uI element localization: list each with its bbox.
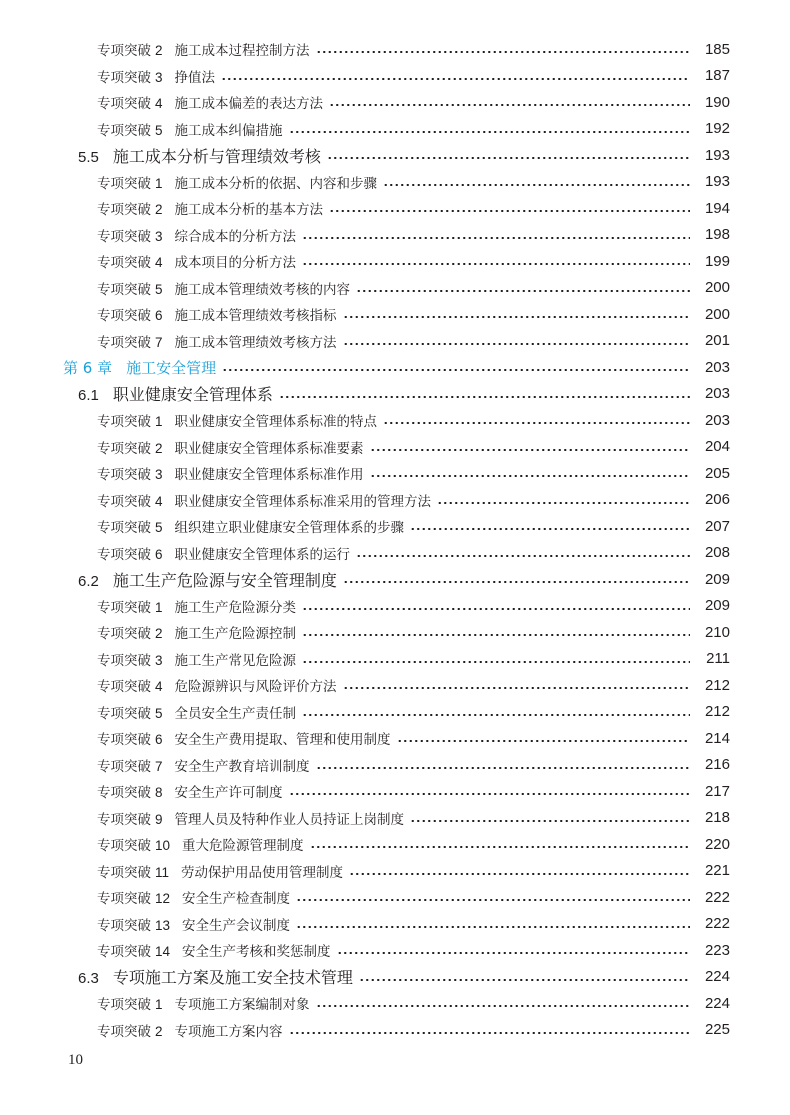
toc-entry-title: 安全生产教育培训制度 bbox=[174, 758, 310, 775]
toc-entry-page: 190 bbox=[704, 93, 730, 111]
dot-leader bbox=[359, 979, 690, 981]
toc-entry-label bbox=[97, 649, 296, 669]
dot-leader bbox=[356, 290, 690, 292]
toc-entry-number: 14 bbox=[155, 944, 171, 960]
dot-leader bbox=[302, 714, 690, 716]
toc-entry-page: 211 bbox=[706, 650, 730, 668]
toc-entry-page: 225 bbox=[704, 1021, 730, 1039]
toc-entry-prefix: 专项突破 bbox=[97, 308, 151, 325]
toc-entry-prefix: 专项突破 bbox=[97, 679, 151, 696]
toc-entry-prefix: 专项突破 bbox=[97, 96, 151, 113]
toc-entry-topic[interactable] bbox=[0, 619, 790, 646]
toc-entry-prefix: 专项突破 bbox=[97, 546, 151, 563]
toc-entry-number: 2 bbox=[155, 626, 163, 642]
dot-leader bbox=[329, 210, 690, 212]
toc-entry-number: 6.1 bbox=[78, 387, 99, 405]
page-number: 10 bbox=[68, 1052, 83, 1068]
toc-entry-page: 192 bbox=[704, 120, 730, 138]
toc-entry-label bbox=[97, 622, 296, 642]
dot-leader bbox=[302, 263, 690, 265]
toc-entry-label bbox=[97, 861, 343, 881]
toc-entry-prefix: 专项突破 bbox=[97, 838, 151, 855]
toc-entry-prefix: 专项突破 bbox=[97, 43, 151, 60]
toc-entry-number: 2 bbox=[155, 1023, 163, 1039]
toc-entry-number: 7 bbox=[155, 334, 163, 350]
toc-entry-label bbox=[97, 1020, 283, 1040]
toc-entry-number: 1 bbox=[155, 997, 163, 1013]
toc-entry-number: 5 bbox=[155, 281, 163, 297]
toc-entry-topic[interactable] bbox=[0, 275, 790, 302]
dot-leader bbox=[302, 661, 690, 663]
toc-entry-label bbox=[97, 781, 283, 801]
toc-entry-number: 3 bbox=[155, 69, 163, 85]
toc-entry-prefix: 专项突破 bbox=[97, 864, 151, 881]
toc-entry-prefix: 专项突破 bbox=[97, 175, 151, 192]
toc-entry-number: 1 bbox=[155, 175, 163, 191]
dot-leader bbox=[327, 157, 690, 159]
dot-leader bbox=[302, 237, 690, 239]
toc-entry-title: 施工成本分析与管理绩效考核 bbox=[112, 146, 321, 166]
toc-entry-number: 6 bbox=[155, 308, 163, 324]
toc-entry-number: 4 bbox=[155, 493, 163, 509]
toc-entry-title: 施工成本过程控制方法 bbox=[174, 43, 310, 60]
toc-entry-label bbox=[97, 940, 331, 960]
dot-leader bbox=[370, 449, 690, 451]
toc-entry-prefix: 专项突破 bbox=[97, 228, 151, 245]
toc-entry-label bbox=[97, 198, 323, 218]
toc-entry-label bbox=[97, 675, 337, 695]
toc-entry-topic[interactable] bbox=[0, 89, 790, 116]
dot-leader bbox=[329, 104, 690, 106]
toc-entry-page: 214 bbox=[704, 729, 730, 747]
toc-entry-title: 职业健康安全管理体系的运行 bbox=[174, 546, 351, 563]
toc-entry-number: 3 bbox=[155, 467, 163, 483]
toc-entry-page: 198 bbox=[704, 226, 730, 244]
toc-entry-topic[interactable] bbox=[0, 752, 790, 779]
toc-entry-prefix: 专项突破 bbox=[97, 467, 151, 484]
toc-entry-label bbox=[97, 172, 377, 192]
toc-entry-number: 6.2 bbox=[78, 572, 99, 590]
toc-entry-prefix: 专项突破 bbox=[97, 811, 151, 828]
toc-entry-number: 5 bbox=[155, 520, 163, 536]
toc-entry-label bbox=[97, 543, 350, 563]
toc-entry-topic[interactable] bbox=[0, 513, 790, 540]
toc-entry-topic[interactable] bbox=[0, 805, 790, 832]
toc-entry-page: 209 bbox=[704, 570, 730, 588]
toc-entry-prefix: 专项突破 bbox=[97, 69, 151, 86]
toc-entry-label bbox=[97, 490, 431, 510]
toc-entry-title: 全员安全生产责任制 bbox=[174, 705, 297, 722]
toc-entry-label bbox=[78, 382, 273, 405]
toc-entry-title: 施工成本管理绩效考核指标 bbox=[174, 308, 337, 325]
toc-entry-title: 重大危险源管理制度 bbox=[182, 838, 304, 855]
toc-entry-number: 4 bbox=[155, 96, 163, 112]
toc-entry-title: 职业健康安全管理体系标准作用 bbox=[174, 467, 364, 484]
dot-leader bbox=[296, 899, 690, 901]
toc-entry-topic[interactable] bbox=[0, 195, 790, 222]
toc-entry-label bbox=[97, 755, 310, 775]
toc-entry-number: 4 bbox=[155, 255, 163, 271]
toc-entry-title: 安全生产费用提取、管理和使用制度 bbox=[174, 732, 391, 749]
toc-entry-title: 职业健康安全管理体系标准要素 bbox=[174, 440, 364, 457]
toc-entry-number: 8 bbox=[155, 785, 163, 801]
toc-entry-title: 挣值法 bbox=[174, 69, 216, 86]
toc-entry-topic[interactable] bbox=[0, 248, 790, 275]
dot-leader bbox=[397, 740, 690, 742]
toc-entry-label bbox=[97, 596, 296, 616]
toc-entry-label bbox=[63, 357, 216, 378]
toc-entry-title: 专项施工方案及施工安全技术管理 bbox=[112, 968, 353, 988]
toc-entry-topic[interactable] bbox=[0, 646, 790, 673]
dot-leader bbox=[302, 634, 690, 636]
toc-entry-number: 10 bbox=[155, 838, 171, 854]
toc-entry-page: 200 bbox=[704, 305, 730, 323]
toc-entry-number: 6.3 bbox=[78, 970, 99, 988]
toc-entry-title: 组织建立职业健康安全管理体系的步骤 bbox=[174, 520, 405, 537]
toc-entry-label bbox=[97, 993, 310, 1013]
dot-leader bbox=[356, 555, 690, 557]
toc-entry-topic[interactable] bbox=[0, 301, 790, 328]
toc-entry-number: 1 bbox=[155, 414, 163, 430]
toc-entry-topic[interactable] bbox=[0, 460, 790, 487]
toc-entry-page: 194 bbox=[704, 199, 730, 217]
toc-entry-page: 207 bbox=[704, 517, 730, 535]
toc-entry-topic[interactable] bbox=[0, 725, 790, 752]
toc-entry-title: 职业健康安全管理体系标准采用的管理方法 bbox=[174, 493, 432, 510]
toc-entry-label bbox=[97, 331, 337, 351]
toc-entry-topic[interactable] bbox=[0, 328, 790, 355]
dot-leader bbox=[383, 184, 690, 186]
toc-entry-number: 7 bbox=[155, 758, 163, 774]
toc-entry-label bbox=[97, 92, 323, 112]
toc-entry-label bbox=[97, 834, 304, 854]
toc-entry-prefix: 专项突破 bbox=[97, 334, 151, 351]
toc-entry-number: 5 bbox=[155, 122, 163, 138]
toc-entry-page: 212 bbox=[704, 703, 730, 721]
toc-entry-number: 1 bbox=[155, 599, 163, 615]
toc-entry-number: 11 bbox=[155, 864, 170, 880]
toc-entry-title: 施工生产危险源控制 bbox=[174, 626, 297, 643]
toc-entry-page: 221 bbox=[704, 862, 730, 880]
toc-entry-label bbox=[78, 965, 353, 988]
toc-entry-title: 危险源辨识与风险评价方法 bbox=[174, 679, 337, 696]
toc-entry-title: 施工成本偏差的表达方法 bbox=[174, 96, 324, 113]
toc-entry-title: 施工成本管理绩效考核的内容 bbox=[174, 281, 351, 298]
toc-entry-prefix: 专项突破 bbox=[97, 758, 151, 775]
toc-entry-page: 199 bbox=[704, 252, 730, 270]
toc-entry-number: 3 bbox=[155, 228, 163, 244]
toc-entry-topic[interactable] bbox=[0, 407, 790, 434]
dot-leader bbox=[343, 687, 690, 689]
toc-entry-prefix: 专项突破 bbox=[97, 785, 151, 802]
toc-entry-prefix: 专项突破 bbox=[97, 997, 151, 1014]
toc-entry-prefix: 专项突破 bbox=[97, 493, 151, 510]
toc-entry-page: 224 bbox=[704, 994, 730, 1012]
toc-entry-prefix: 专项突破 bbox=[97, 891, 151, 908]
toc-entry-label bbox=[97, 702, 296, 722]
dot-leader bbox=[337, 952, 690, 954]
toc-entry-prefix: 专项突破 bbox=[97, 705, 151, 722]
toc-entry-topic[interactable] bbox=[0, 487, 790, 514]
toc-entry-page: 193 bbox=[704, 173, 730, 191]
dot-leader bbox=[410, 528, 690, 530]
toc-entry-page: 222 bbox=[704, 915, 730, 933]
toc-entry-label bbox=[78, 568, 337, 591]
dot-leader bbox=[316, 51, 690, 53]
toc-entry-topic[interactable] bbox=[0, 884, 790, 911]
toc-entry-topic[interactable] bbox=[0, 116, 790, 143]
dot-leader bbox=[343, 316, 690, 318]
toc-entry-prefix: 专项突破 bbox=[97, 440, 151, 457]
dot-leader bbox=[370, 475, 690, 477]
toc-entry-topic[interactable] bbox=[0, 911, 790, 938]
toc-entry-title: 成本项目的分析方法 bbox=[174, 255, 297, 272]
toc-entry-prefix: 专项突破 bbox=[97, 122, 151, 139]
toc-entry-prefix: 专项突破 bbox=[97, 732, 151, 749]
toc-entry-topic[interactable] bbox=[0, 36, 790, 63]
toc-entry-prefix: 专项突破 bbox=[97, 626, 151, 643]
toc-entry-title: 安全生产检查制度 bbox=[182, 891, 291, 908]
toc-entry-page: 209 bbox=[704, 597, 730, 615]
toc-entry-page: 203 bbox=[704, 411, 730, 429]
toc-entry-page: 200 bbox=[704, 279, 730, 297]
dot-leader bbox=[316, 1005, 690, 1007]
dot-leader bbox=[343, 343, 690, 345]
toc-entry-title: 施工成本管理绩效考核方法 bbox=[174, 334, 337, 351]
toc-entry-page: 216 bbox=[704, 756, 730, 774]
toc-entry-page: 222 bbox=[704, 888, 730, 906]
toc-entry-prefix: 专项突破 bbox=[97, 944, 151, 961]
toc-entry-page: 224 bbox=[704, 968, 730, 986]
toc-entry-page: 205 bbox=[704, 464, 730, 482]
toc-entry-title: 施工成本纠偏措施 bbox=[174, 122, 283, 139]
toc-entry-section[interactable] bbox=[0, 566, 790, 593]
toc-entry-title: 管理人员及特种作业人员持证上岗制度 bbox=[174, 811, 405, 828]
toc-entry-page: 203 bbox=[704, 385, 730, 403]
dot-leader bbox=[279, 396, 690, 398]
toc-entry-label bbox=[97, 278, 350, 298]
dot-leader bbox=[343, 581, 690, 583]
toc-entry-topic[interactable] bbox=[0, 540, 790, 567]
dot-leader bbox=[221, 78, 690, 80]
dot-leader bbox=[289, 131, 690, 133]
dot-leader bbox=[222, 369, 690, 371]
toc-entry-prefix: 专项突破 bbox=[97, 255, 151, 272]
toc-entry-page: 206 bbox=[704, 491, 730, 509]
toc-entry-prefix: 专项突破 bbox=[97, 1023, 151, 1040]
toc-entry-title: 专项施工方案编制对象 bbox=[174, 997, 310, 1014]
toc-entry-title: 综合成本的分析方法 bbox=[174, 228, 297, 245]
dot-leader bbox=[310, 846, 690, 848]
toc-entry-title: 施工生产危险源与安全管理制度 bbox=[112, 570, 337, 590]
toc-entry-title: 施工成本分析的基本方法 bbox=[174, 202, 324, 219]
toc-entry-title: 安全生产许可制度 bbox=[174, 785, 283, 802]
toc-entry-label bbox=[78, 144, 321, 167]
toc-entry-page: 203 bbox=[704, 358, 730, 376]
toc-entry-number: 5 bbox=[155, 705, 163, 721]
toc-entry-number: 3 bbox=[155, 652, 163, 668]
toc-entry-label bbox=[97, 410, 377, 430]
toc-entry-title: 劳动保护用品使用管理制度 bbox=[181, 864, 344, 881]
toc-entry-topic[interactable] bbox=[0, 778, 790, 805]
toc-entry-number: 12 bbox=[155, 891, 171, 907]
toc-entry-page: 187 bbox=[704, 67, 730, 85]
toc-entry-label bbox=[97, 251, 296, 271]
toc-entry-prefix: 专项突破 bbox=[97, 520, 151, 537]
toc-entry-label bbox=[97, 39, 310, 59]
toc-entry-title: 安全生产会议制度 bbox=[182, 917, 291, 934]
toc-entry-number: 2 bbox=[155, 440, 163, 456]
toc-entry-label bbox=[97, 304, 337, 324]
toc-entry-page: 210 bbox=[704, 623, 730, 641]
toc-entry-section[interactable] bbox=[0, 381, 790, 408]
toc-entry-topic[interactable] bbox=[0, 222, 790, 249]
dot-leader bbox=[289, 793, 690, 795]
toc-entry-title: 施工安全管理 bbox=[126, 358, 217, 377]
toc-entry-prefix: 专项突破 bbox=[97, 599, 151, 616]
toc-entry-title: 专项施工方案内容 bbox=[174, 1023, 283, 1040]
toc-entry-topic[interactable] bbox=[0, 858, 790, 885]
toc-entry-title: 施工成本分析的依据、内容和步骤 bbox=[174, 175, 378, 192]
toc-entry-prefix: 专项突破 bbox=[97, 917, 151, 934]
toc-entry-label bbox=[97, 887, 290, 907]
toc-entry-prefix: 专项突破 bbox=[97, 281, 151, 298]
dot-leader bbox=[437, 502, 690, 504]
toc-entry-page: 208 bbox=[704, 544, 730, 562]
toc-entry-prefix: 专项突破 bbox=[97, 202, 151, 219]
dot-leader bbox=[302, 608, 690, 610]
toc-entry-section[interactable] bbox=[0, 142, 790, 169]
table-of-contents bbox=[0, 36, 790, 1043]
toc-entry-topic[interactable] bbox=[0, 434, 790, 461]
toc-entry-page: 212 bbox=[704, 676, 730, 694]
toc-entry-number: 13 bbox=[155, 917, 171, 933]
dot-leader bbox=[410, 820, 690, 822]
toc-entry-page: 193 bbox=[704, 146, 730, 164]
toc-entry-topic[interactable] bbox=[0, 593, 790, 620]
toc-entry-page: 217 bbox=[704, 782, 730, 800]
toc-entry-topic[interactable] bbox=[0, 831, 790, 858]
toc-entry-topic[interactable] bbox=[0, 63, 790, 90]
toc-entry-topic[interactable] bbox=[0, 699, 790, 726]
toc-entry-label bbox=[97, 463, 364, 483]
toc-entry-page: 185 bbox=[704, 40, 730, 58]
toc-entry-page: 201 bbox=[704, 332, 730, 350]
toc-entry-page: 218 bbox=[704, 809, 730, 827]
toc-entry-label bbox=[97, 66, 215, 86]
toc-entry-label bbox=[97, 437, 364, 457]
toc-entry-number: 2 bbox=[155, 202, 163, 218]
toc-entry-title: 施工生产常见危险源 bbox=[174, 652, 297, 669]
toc-entry-number: 6 bbox=[155, 546, 163, 562]
dot-leader bbox=[316, 767, 690, 769]
toc-entry-number: 4 bbox=[155, 679, 163, 695]
toc-entry-topic[interactable] bbox=[0, 937, 790, 964]
toc-entry-page: 204 bbox=[704, 438, 730, 456]
toc-entry-label bbox=[97, 119, 283, 139]
toc-entry-page: 220 bbox=[704, 835, 730, 853]
toc-entry-topic[interactable] bbox=[0, 990, 790, 1017]
toc-entry-label bbox=[97, 225, 296, 245]
dot-leader bbox=[289, 1032, 690, 1034]
toc-entry-title: 施工生产危险源分类 bbox=[174, 599, 297, 616]
toc-entry-title: 安全生产考核和奖惩制度 bbox=[182, 944, 331, 961]
toc-entry-chapter[interactable] bbox=[0, 354, 790, 381]
toc-entry-topic[interactable] bbox=[0, 672, 790, 699]
dot-leader bbox=[296, 926, 690, 928]
toc-entry-topic[interactable] bbox=[0, 169, 790, 196]
toc-entry-label bbox=[97, 914, 290, 934]
toc-entry-title: 职业健康安全管理体系 bbox=[112, 385, 273, 405]
dot-leader bbox=[383, 422, 690, 424]
toc-entry-number: 9 bbox=[155, 811, 163, 827]
toc-entry-number: 6 bbox=[155, 732, 163, 748]
dot-leader bbox=[349, 873, 690, 875]
toc-entry-label bbox=[97, 728, 391, 748]
toc-entry-number: 第 6 章 bbox=[63, 358, 113, 377]
toc-entry-page: 223 bbox=[704, 941, 730, 959]
toc-entry-prefix: 专项突破 bbox=[97, 652, 151, 669]
toc-entry-number: 5.5 bbox=[78, 148, 99, 166]
toc-entry-title: 职业健康安全管理体系标准的特点 bbox=[174, 414, 378, 431]
toc-entry-prefix: 专项突破 bbox=[97, 414, 151, 431]
toc-entry-label bbox=[97, 808, 404, 828]
toc-entry-label bbox=[97, 516, 404, 536]
toc-entry-number: 2 bbox=[155, 43, 163, 59]
toc-entry-topic[interactable] bbox=[0, 1017, 790, 1044]
toc-entry-section[interactable] bbox=[0, 964, 790, 991]
